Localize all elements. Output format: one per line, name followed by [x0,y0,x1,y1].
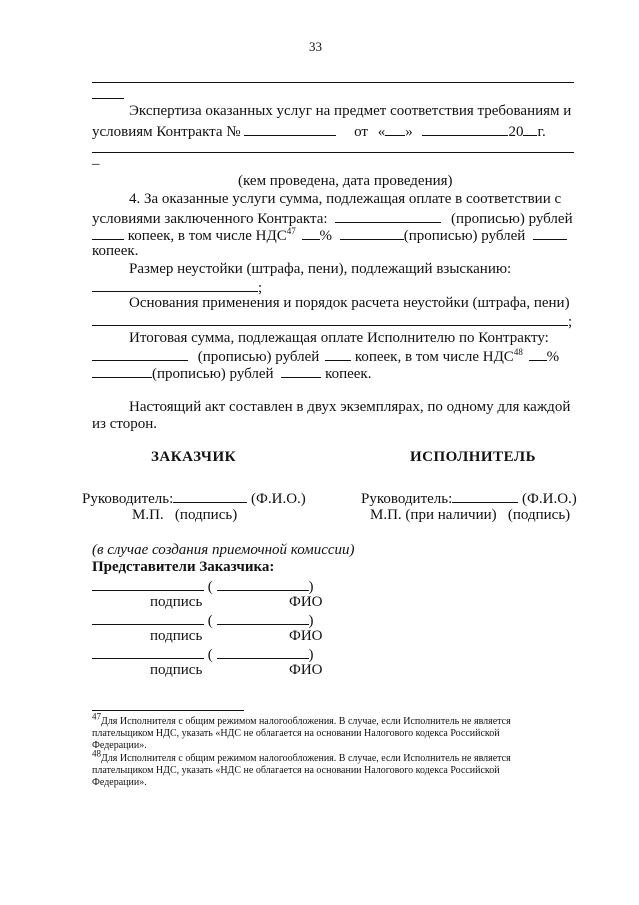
expertise-caption: (кем проведена, дата проведения) [238,173,453,189]
month-blank [422,121,508,136]
contract-number-blank [244,121,336,136]
blank-line [92,82,574,83]
contractor-head-blank [452,488,518,503]
page-number: 33 [309,39,322,54]
signature-caption: подпись [150,662,203,678]
fio-blank [217,610,309,625]
expertise-line-1: Экспертиза оказанных услуг на предмет соответствия требованиям и [129,103,572,119]
customer-title: ЗАКАЗЧИК [151,449,236,465]
vat-kopeck-blank [533,225,567,240]
signature-blank [92,644,204,659]
section4-line-2: условиями заключенного Контракта: (прописью) рублей [92,208,574,228]
total-vat-percent-blank [529,346,547,361]
day-blank [385,121,405,136]
contractor-stamp: М.П. (при наличии) (подпись) [370,507,571,523]
signature-blank [92,610,204,625]
total-kopeck-blank [325,346,351,361]
signature-caption: подпись [150,628,203,644]
customer-head-blank [173,488,247,503]
customer-stamp: М.П. (подпись) [132,507,238,523]
signature-blank [92,576,204,591]
footnote-47-line-1: $^{47}$Для Исполнителя с общим режимом налогообложения. В случае, если Исполнитель не является [92,711,511,727]
footnote-47-line-2: плательщиком НДС, указать «НДС не облагается на основании Налогового кодекса Российской [92,728,500,739]
footnote-ref-48: 48 [513,347,523,357]
fio-blank [217,576,309,591]
commission-title: Представители Заказчика: [92,559,275,575]
total-vat-amount-blank [92,363,152,378]
customer-head-line: Руководитель: (Ф.И.О.) [82,488,306,508]
representative-sign-line: ( ) [92,644,314,664]
section4-line-1: 4. За оказанные услуги сумма, подлежащая оплате в соответствии с [129,191,562,207]
footnote-ref-47: 47 [286,226,296,236]
fio-caption: ФИО [289,662,323,678]
fio-caption: ФИО [289,594,323,610]
contract-number-label: условиям Контракта № [92,124,241,140]
signature-caption: подпись [150,594,203,610]
blank-line [92,152,574,153]
vat-percent-blank [302,225,320,240]
closing-line-1: Настоящий акт составлен в двух экземплярах, по одному для каждой [129,399,571,415]
expertise-contract-line: условиям Контракта № от « » 20 г. [92,121,574,141]
contractor-head-line: Руководитель: (Ф.И.О.) [361,488,577,508]
commission-note: (в случае создания приемочной комиссии) [92,542,355,558]
penalty-line-1: Размер неустойки (штрафа, пени), подлежащий взысканию: [129,261,512,277]
from-label: от [354,124,368,140]
dash-mark: – [92,156,100,172]
section4-line-4: копеек. [92,243,139,259]
total-vat-kopeck-blank [281,363,321,378]
fio-blank [217,644,309,659]
amount-blank [335,208,441,223]
representative-sign-line: ( ) [92,576,314,596]
penalty-basis: Основания применения и порядок расчета неустойки (штрафа, пени) [129,295,570,311]
footnote-48-line-3: Федерации». [92,777,147,788]
kopeck-blank [92,225,124,240]
vat-amount-blank [340,225,404,240]
total-amount-blank [92,346,188,361]
total-line-1: Итоговая сумма, подлежащая оплате Исполнителю по Контракту: [129,330,549,346]
section4-line-3: копеек, в том числе НДС$^{47}$ % (прописью) рублей [92,225,574,245]
total-line-2: (прописью) рублей копеек, в том числе НДС$^{48}$ % [92,346,574,366]
footnote-48-line-1: $^{48}$Для Исполнителя с общим режимом налогообложения. В случае, если Исполнитель не является [92,748,511,764]
footnote-separator [92,710,244,711]
representative-sign-line: ( ) [92,610,314,630]
footnote-47-line-3: Федерации». [92,740,147,751]
penalty-basis-blank [92,311,568,326]
penalty-amount-blank [92,277,258,292]
year-prefix: 20 [508,124,524,140]
fio-caption: ФИО [289,628,323,644]
contractor-title: ИСПОЛНИТЕЛЬ [410,449,537,465]
penalty-basis-line: ; [92,311,572,331]
total-line-3: (прописью) рублей копеек. [92,363,371,383]
year-blank [523,121,537,136]
footnote-48-line-2: плательщиком НДС, указать «НДС не облагается на основании Налогового кодекса Российской [92,765,500,776]
penalty-amount-line: ; [92,277,262,297]
blank-line [92,98,124,99]
closing-line-2: из сторон. [92,416,157,432]
